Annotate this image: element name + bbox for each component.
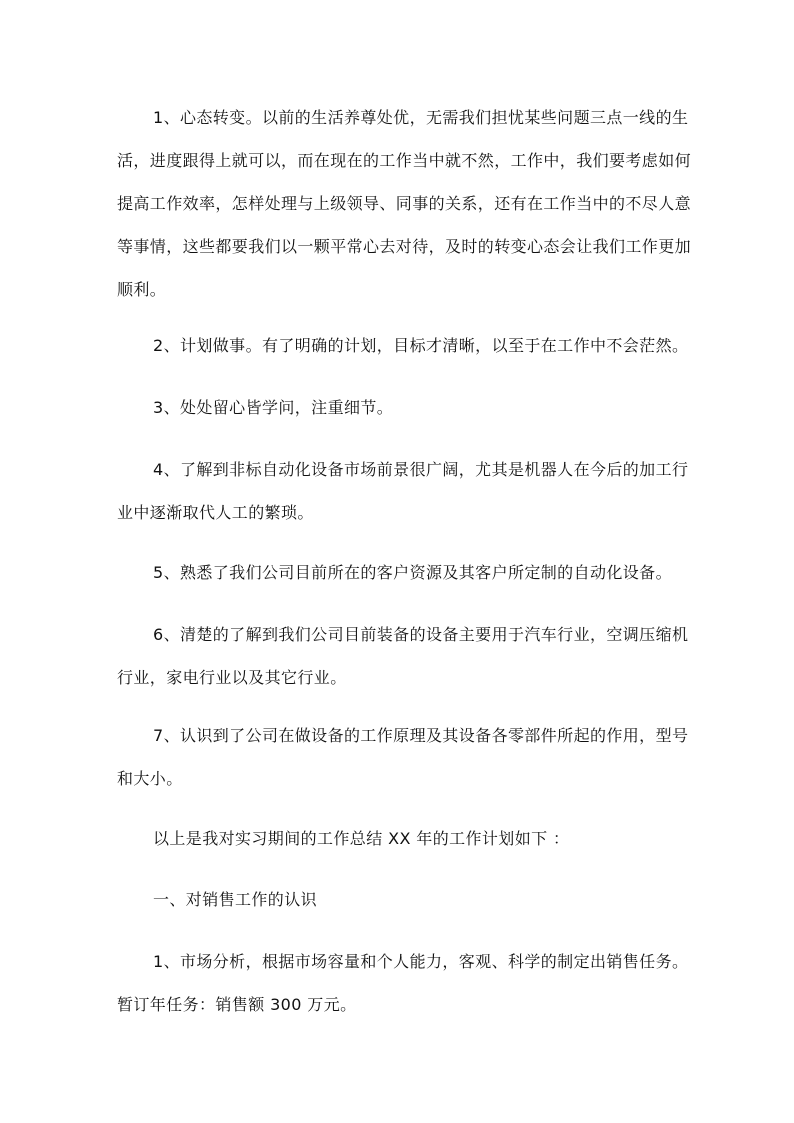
paragraph-automation-market (117, 448, 689, 534)
text-line: 4、了解到非标自动化设备市场前景很广阔，尤其是机器人在今后的加工行 (153, 460, 689, 479)
text-line: 3、处处留心皆学问，注重细节。 (153, 398, 394, 417)
text-line: 等事情，这些都要我们以一颗平常心去对待，及时的转变心态会让我们工作更加 (117, 237, 692, 256)
text-line: 一、对销售工作的认识 (153, 890, 318, 909)
section-heading-sales (117, 878, 682, 921)
paragraph-plan-work (117, 324, 689, 367)
text-line: 行业，家电行业以及其它行业。 (117, 668, 347, 687)
text-line: 活，进度跟得上就可以，而在现在的工作当中就不然，工作中，我们要考虑如何 (117, 151, 692, 170)
paragraph-customer-resources (117, 551, 682, 594)
paragraph-equipment-usage (117, 613, 689, 699)
paragraph-mindset-change (117, 96, 692, 311)
text-line: 6、清楚的了解到我们公司目前装备的设备主要用于汽车行业，空调压缩机 (153, 625, 689, 644)
paragraph-attention-detail (117, 386, 682, 429)
paragraph-market-analysis (117, 940, 689, 1026)
text-line: 以上是我对实习期间的工作总结 XX 年的工作计划如下 ： (153, 829, 570, 848)
text-line: 提高工作效率，怎样处理与上级领导、同事的关系，还有在工作当中的不尽人意 (117, 194, 692, 213)
text-line: 1、心态转变。以前的生活养尊处优，无需我们担忧某些问题三点一线的生 (153, 108, 689, 127)
paragraph-equipment-principles (117, 714, 689, 800)
text-line: 业中逐渐取代人工的繁琐。 (117, 503, 314, 522)
text-line: 7、认识到了公司在做设备的工作原理及其设备各零部件所起的作用，型号 (153, 726, 689, 745)
paragraph-summary-intro (117, 817, 682, 860)
text-line: 1、市场分析，根据市场容量和个人能力，客观、科学的制定出销售任务。 (153, 952, 689, 971)
text-line: 5、熟悉了我们公司目前所在的客户资源及其客户所定制的自动化设备。 (153, 563, 672, 582)
text-line: 和大小。 (117, 769, 183, 788)
text-line: 2、计划做事。有了明确的计划，目标才清晰，以至于在工作中不会茫然。 (153, 336, 689, 355)
text-line: 暂订年任务：销售额 300 万元。 (117, 995, 357, 1014)
text-line: 顺利。 (117, 280, 167, 299)
